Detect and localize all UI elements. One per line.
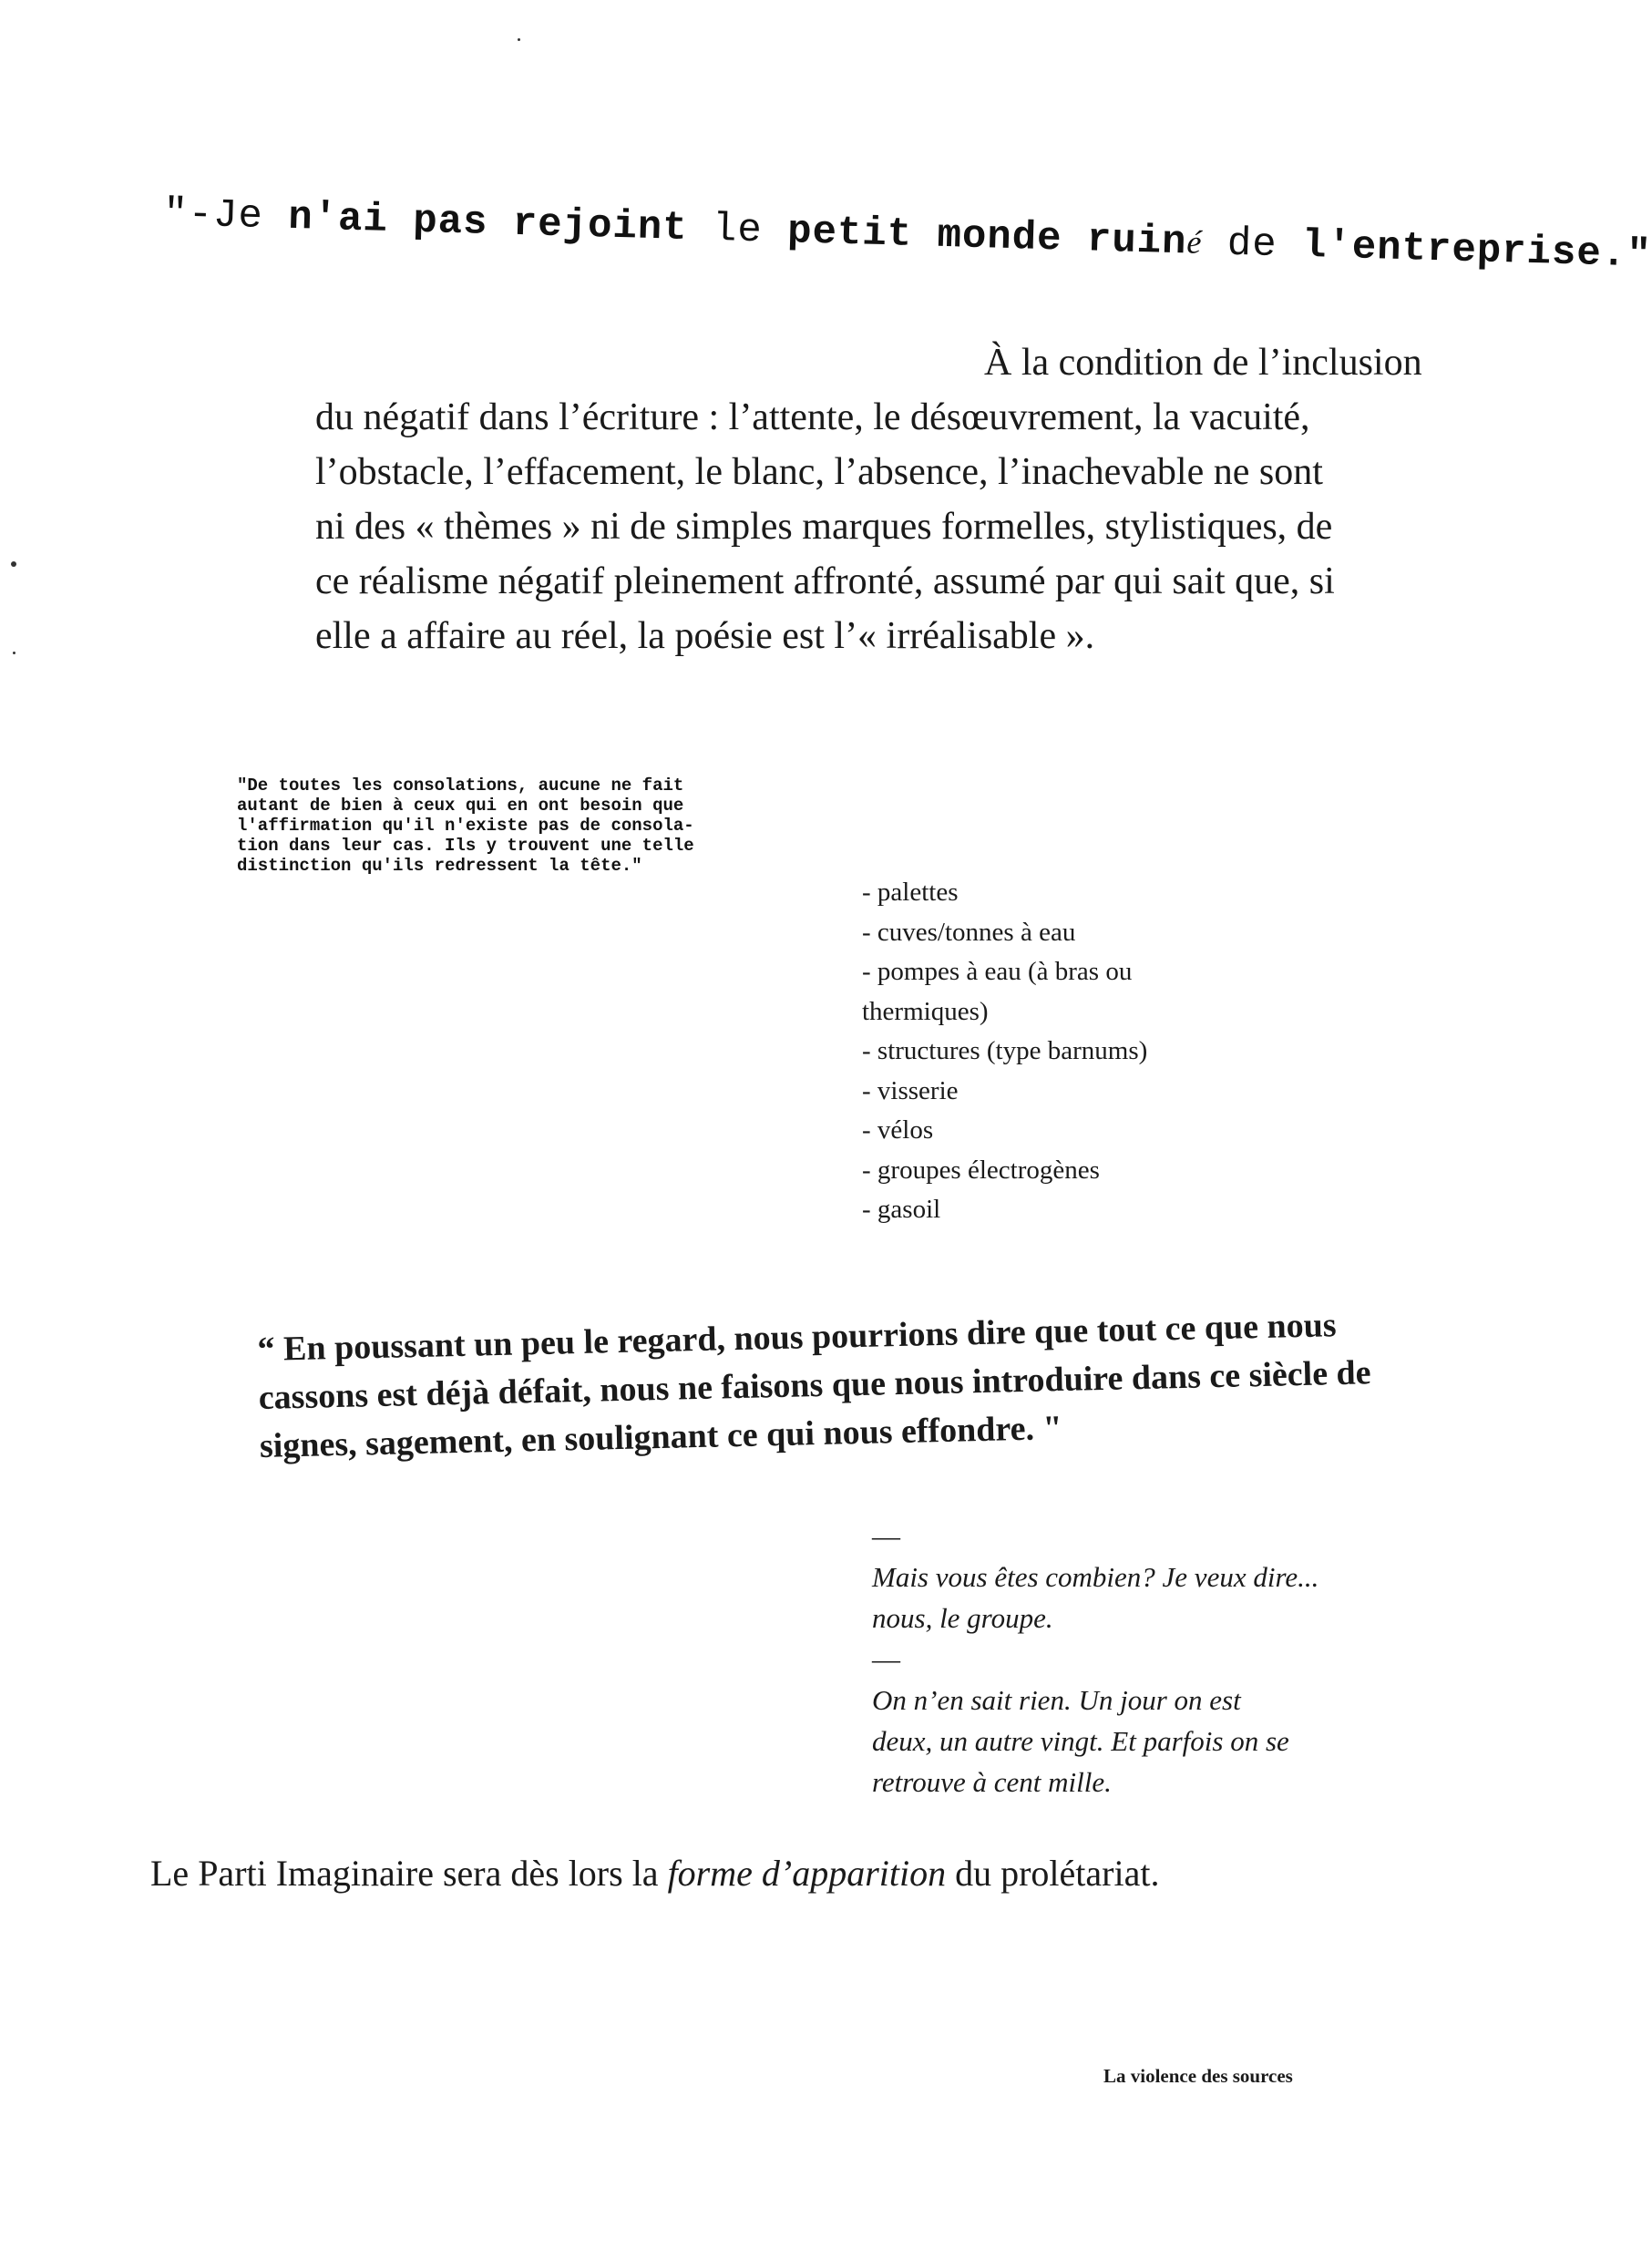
quote-line: tion dans leur cas. Ils y trouvent une telle	[237, 836, 694, 856]
list-item: - visserie	[862, 1075, 959, 1105]
paragraph-line: du négatif dans l’écriture : l’attente, le désœuvrement, la vacuité,	[315, 396, 1310, 438]
dialogue-line: nous, le groupe.	[872, 1602, 1053, 1634]
headline-segment: n'ai pas rejoint	[287, 194, 689, 252]
footer-title: La violence des sources	[1103, 2065, 1293, 2087]
list-item: thermiques)	[862, 996, 989, 1026]
headline-segment: le	[686, 206, 788, 255]
list-item: - vélos	[862, 1115, 934, 1145]
headline-segment: de	[1201, 220, 1303, 269]
closing-text: du prolétariat.	[946, 1853, 1160, 1894]
list-item: - gasoil	[862, 1195, 941, 1224]
dialogue-dash: —	[872, 1520, 900, 1552]
headline-segment: petit monde ruin	[786, 209, 1188, 266]
headline-segment: "-Je	[162, 191, 289, 241]
list-item: - cuves/tonnes à eau	[862, 917, 1076, 947]
speck-mark	[11, 561, 16, 567]
materials-list	[862, 873, 1245, 1230]
paragraph-line: ce réalisme négatif pleinement affronté, assumé par qui sait que, si	[315, 560, 1335, 602]
quote-line: autant de bien à ceux qui en ont besoin que	[237, 796, 684, 816]
paragraph-line: ni des « thèmes » ni de simples marques formelles, stylistiques, de	[315, 506, 1333, 548]
list-item: - structures (type barnums)	[862, 1036, 1148, 1065]
headline-segment: l'entreprise."	[1301, 222, 1652, 279]
quote-line: signes, sagement, en soulignant ce qui nous effondre. "	[259, 1408, 1063, 1465]
list-item: - groupes électrogènes	[862, 1155, 1100, 1185]
paragraph-line: elle a affaire au réel, la poésie est l’« irréalisable ».	[315, 615, 1095, 657]
quote-line: distinction qu'ils redressent la tête."	[237, 856, 642, 876]
quote-line: “ En poussant un peu le regard, nous pourrions dire que tout ce que nous	[257, 1306, 1338, 1369]
dialogue-line: retrouve à cent mille.	[872, 1766, 1112, 1798]
dialogue-line	[872, 1638, 1437, 1721]
speck-mark	[518, 38, 520, 41]
quote-line: cassons est déjà défait, nous ne faisons que nous introduire dans ce siècle de	[258, 1353, 1372, 1417]
closing-sentence	[150, 1850, 1517, 1897]
closing-emphasis: forme d’apparition	[667, 1853, 947, 1894]
regard-quote	[257, 1300, 1444, 1471]
dialogue-line: deux, un autre vingt. Et parfois on se	[872, 1725, 1289, 1757]
paragraph-line: l’obstacle, l’effacement, le blanc, l’absence, l’inachevable ne sont	[315, 451, 1323, 493]
consolation-quote	[237, 776, 784, 876]
main-paragraph	[315, 335, 1500, 663]
speck-mark	[13, 652, 15, 654]
dialogue-line	[872, 1515, 1437, 1597]
dialogue-excerpt	[872, 1515, 1437, 1803]
quote-line: l'affirmation qu'il n'existe pas de consola-	[237, 816, 694, 836]
dialogue-dash: —	[872, 1643, 900, 1675]
quote-line: "De toutes les consolations, aucune ne fait	[237, 776, 684, 796]
dialogue-text: Mais vous êtes combien? Je veux dire...	[872, 1561, 1319, 1593]
list-item: - pompes à eau (à bras ou	[862, 957, 1133, 986]
paragraph-line: À la condition de l’inclusion	[984, 342, 1422, 384]
dialogue-text: On n’en sait rien. Un jour on est	[872, 1684, 1241, 1716]
typewriter-headline	[162, 191, 1652, 279]
list-item: - palettes	[862, 878, 959, 907]
headline-segment: é	[1185, 223, 1204, 261]
closing-text: Le Parti Imaginaire sera dès lors la	[150, 1853, 668, 1894]
